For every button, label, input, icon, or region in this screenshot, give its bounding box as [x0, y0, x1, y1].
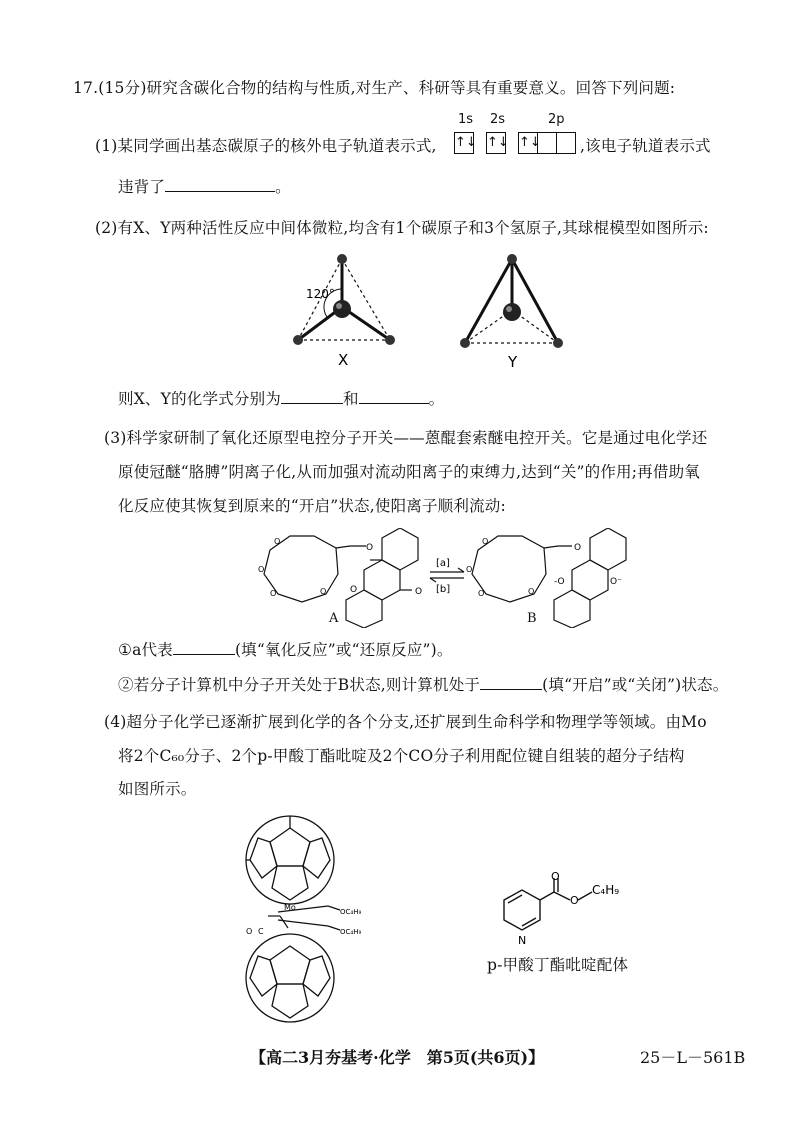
model-x-label: X	[338, 351, 349, 369]
c60-top	[246, 816, 334, 904]
part3-line1: (3)科学家研制了氧化还原型电控分子开关——蒽醌套索醚电控开关。它是通过电化学还	[104, 429, 708, 447]
answer-blank-a[interactable]	[173, 640, 235, 655]
crown-b-o-2: O	[466, 565, 473, 574]
orbital-box-1s: ↑↓	[454, 132, 474, 154]
crown-o-2: O	[258, 565, 265, 574]
part4-line3: 如图所示。	[118, 780, 197, 798]
co-c-label: C	[258, 927, 264, 936]
answer-blank-x[interactable]	[281, 389, 343, 404]
molecule-b-label: B	[527, 611, 537, 626]
part3-line3: 化反应使其恢复到原来的“开启”状态,使阳离子顺利流动:	[118, 497, 506, 515]
model-y-label: Y	[508, 353, 518, 371]
footer-code: 25－L－561B	[640, 1048, 746, 1067]
orbital-box-2p-3	[556, 132, 576, 154]
part2-text: (2)有X、Y两种活性反应中间体微粒,均含有1个碳原子和3个氢原子,其球棍模型如图所示:	[95, 219, 709, 237]
ligand-carbonyl-o: O	[551, 872, 560, 883]
equilibrium-arrows	[430, 568, 464, 582]
ligand-butyl: C₄H₉	[592, 883, 620, 897]
ester-label-1: OC₄H₉	[340, 908, 362, 916]
ether-o-a: O	[366, 543, 374, 553]
q3-2: ②若分子计算机中分子开关处于B状态,则计算机处于 (填“开启”或“关闭”)状态。	[118, 676, 729, 694]
part4-line2: 将2个C₆₀分子、2个p-甲酸丁酯吡啶及2个CO分子利用配位键自组装的超分子结构	[118, 747, 685, 765]
mo-complex	[268, 906, 340, 930]
carbonyl-o-1: O	[350, 585, 358, 595]
supramolecule-figure	[228, 808, 388, 1033]
arrow-a-label: [a]	[436, 558, 450, 569]
oxide-left: -O	[554, 577, 565, 587]
orbital-box-2p-1: ↑↓	[518, 132, 538, 154]
crown-b-o-3: O	[478, 589, 485, 598]
ball-stick-models	[280, 245, 580, 375]
molecule-a	[264, 528, 418, 628]
crown-o-1: O	[274, 537, 281, 546]
crown-b-o-1: O	[482, 537, 489, 546]
mo-label: Mo	[284, 903, 296, 912]
question-header: 17.(15分)研究含碳化合物的结构与性质,对生产、科研等具有重要意义。回答下列问题:	[73, 79, 676, 97]
molecule-b	[472, 528, 626, 628]
orbital-box-2p-2	[537, 132, 557, 154]
reaction-scheme	[250, 528, 630, 628]
ligand-n: N	[518, 934, 527, 947]
ether-o-b: O	[574, 543, 582, 553]
part1-violates: 违背了	[118, 178, 166, 196]
carbonyl-o-2: O	[415, 587, 423, 597]
q3-1: ①a代表 (填“氧化反应”或“还原反应”)。	[118, 641, 453, 659]
arrow-b-label: [b]	[436, 584, 451, 595]
orbital-label-2s: 2s	[490, 112, 506, 127]
answer-blank-y[interactable]	[359, 389, 429, 404]
ligand-ester-o: O	[570, 894, 579, 907]
co-o-label: O	[246, 927, 253, 936]
answer-blank-1[interactable]	[165, 177, 275, 192]
part2-answer: 则X、Y的化学式分别为 和 。	[118, 390, 445, 408]
model-y	[460, 254, 563, 371]
part3-line2: 原使冠醚“胳膊”阴离子化,从而加强对流动阳离子的束缚力,达到“关”的作用;再借助氧	[118, 463, 700, 481]
c60-bottom	[246, 934, 334, 1022]
pyridine-ring	[504, 878, 592, 930]
orbital-label-1s: 1s	[458, 112, 474, 127]
angle-label: 120°	[306, 287, 335, 301]
footer-title: 【高二3月夯基考·化学 第5页(共6页)】	[250, 1048, 545, 1067]
part1-prefix: (1)某同学画出基态碳原子的核外电子轨道表示式,	[95, 137, 437, 155]
answer-blank-state[interactable]	[480, 675, 542, 690]
orbital-box-2s: ↑↓	[486, 132, 506, 154]
oxide-right: O⁻	[610, 577, 622, 587]
crown-o-3: O	[270, 589, 277, 598]
ester-label-2: OC₄H₉	[340, 928, 362, 936]
part4-line1: (4)超分子化学已逐渐扩展到化学的各个分支,还扩展到生命科学和物理学等领域。由Mo	[104, 713, 707, 731]
model-x	[293, 254, 395, 369]
crown-o-4: O	[320, 587, 327, 596]
part1-suffix: ,该电子轨道表示式	[580, 137, 711, 155]
ligand-structure	[492, 872, 642, 952]
part1-line2: 违背了 。	[118, 178, 291, 196]
molecule-a-label: A	[329, 611, 339, 626]
orbital-label-2p: 2p	[548, 112, 565, 127]
ligand-caption: p-甲酸丁酯吡啶配体	[487, 956, 629, 974]
crown-b-o-4: O	[528, 587, 535, 596]
orbital-diagram	[448, 112, 598, 162]
